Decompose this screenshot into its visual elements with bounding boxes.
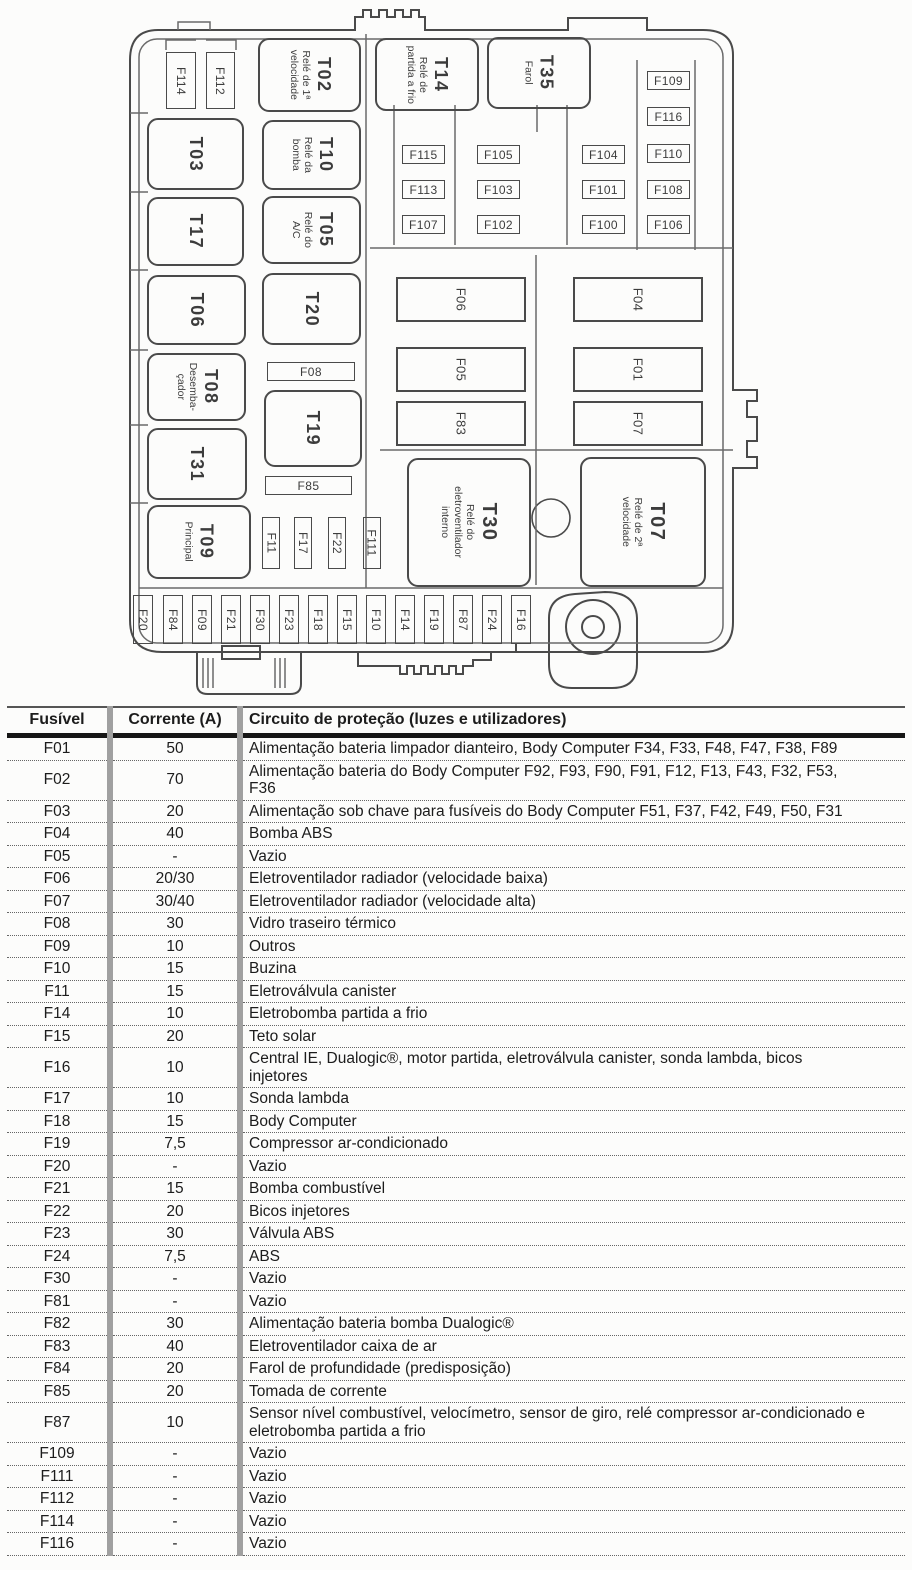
relay-T03: T03	[147, 118, 244, 190]
fuse-id-cell: F07	[7, 890, 110, 913]
relay-T07: T07 Relé de 2ª velocidade	[580, 457, 706, 587]
fuse-circuit-cell: Vazio	[249, 1157, 287, 1175]
table-row	[7, 1533, 905, 1556]
fuse-current-cell: 7,5	[110, 1245, 240, 1268]
fuse-id-cell: F10	[7, 958, 110, 981]
fuse-circuit-cell: Eletroventilador radiador (velocidade alta)	[249, 892, 536, 910]
table-row	[7, 1465, 905, 1488]
table-row	[7, 1313, 905, 1336]
fuse-F04: F04	[573, 277, 703, 322]
fuse-current-cell: 15	[110, 1178, 240, 1201]
fuse-F23: F23	[279, 595, 299, 644]
fuse-circuit-cell: Body Computer	[249, 1112, 357, 1130]
table-row	[7, 1290, 905, 1313]
fuse-id-cell: F22	[7, 1200, 110, 1223]
fuse-circuit-cell: Alimentação bateria do Body Computer F92, F93, F90, F91, F12, F13, F43, F32, F53, F36	[249, 762, 838, 797]
table-row	[7, 958, 905, 981]
fuse-F102: F102	[477, 215, 520, 234]
table-row	[7, 1510, 905, 1533]
col-header-corrente: Corrente (A)	[110, 707, 240, 736]
fuse-circuit-cell: Vazio	[249, 1270, 287, 1287]
fuse-id-cell: F16	[7, 1048, 110, 1088]
fuse-id-cell: F19	[7, 1133, 110, 1156]
fuse-F109: F109	[647, 71, 690, 90]
fuse-circuit-cell: Eletroventilador radiador (velocidade baixa)	[249, 870, 548, 887]
table-row	[7, 1268, 905, 1291]
table-row	[7, 760, 905, 800]
fusebox-diagram	[0, 0, 912, 702]
fuse-id-cell: F84	[7, 1358, 110, 1381]
fuse-circuit-cell: Vazio	[249, 1467, 287, 1485]
fuse-circuit-cell: Eletrobomba partida a frio	[249, 1005, 428, 1022]
fuse-current-cell: 10	[110, 1088, 240, 1111]
table-row	[7, 1048, 905, 1088]
fuse-current-cell: -	[110, 1510, 240, 1533]
fuse-F07: F07	[573, 401, 703, 446]
relay-T30: T30 Relé do eletroventilador interno	[407, 458, 531, 587]
fuse-current-cell: -	[110, 1290, 240, 1313]
fuse-current-cell: 30	[110, 1313, 240, 1336]
fuse-current-cell: 20	[110, 800, 240, 823]
fuse-id-cell: F85	[7, 1380, 110, 1403]
fuse-circuit-cell: Vazio	[249, 1512, 287, 1530]
fuse-F11: F11	[262, 517, 280, 569]
fuse-F18: F18	[308, 595, 328, 644]
fuse-circuit-cell: Tomada de corrente	[249, 1382, 387, 1400]
table-row	[7, 1110, 905, 1133]
fuse-circuit-cell: Bomba ABS	[249, 825, 333, 842]
fuse-circuit-cell: ABS	[249, 1247, 281, 1265]
fuse-F116: F116	[647, 107, 690, 126]
relay-T08: T08 Desemba-çador	[147, 353, 246, 421]
fuse-circuit-cell: Central IE, Dualogic®, motor partida, eletroválvula canister, sonda lambda, bicos injetores	[249, 1050, 803, 1085]
fuse-circuit-cell: Sensor nível combustível, velocímetro, sensor de giro, relé compressor ar-condicionado e eletrobomba partida a frio	[249, 1405, 865, 1440]
fuse-F87: F87	[453, 595, 473, 644]
table-row	[7, 1403, 905, 1443]
fuse-F17: F17	[294, 517, 312, 569]
table-row	[7, 1025, 905, 1048]
fuse-id-cell: F114	[7, 1510, 110, 1533]
fuse-F111: F111	[363, 517, 381, 569]
fuse-F115: F115	[402, 145, 445, 164]
fuse-circuit-cell: Teto solar	[249, 1027, 317, 1045]
fuse-F21: F21	[221, 595, 241, 644]
fuse-current-cell: -	[110, 845, 240, 868]
fuse-id-cell: F14	[7, 1003, 110, 1026]
fuse-F112: F112	[206, 52, 235, 109]
table-row	[7, 1178, 905, 1201]
fuse-F16: F16	[511, 595, 531, 644]
relay-T10: T10 Relé da bomba	[262, 120, 361, 190]
fuse-id-cell: F15	[7, 1025, 110, 1048]
fuse-F110: F110	[647, 144, 690, 163]
fuse-F22: F22	[328, 517, 346, 569]
fuse-id-cell: F02	[7, 760, 110, 800]
relay-T05: T05 Relé do A/C	[262, 196, 361, 264]
relay-T02: T02 Relé de 1ª velocidade	[258, 38, 361, 112]
fuse-F106: F106	[647, 215, 690, 234]
fuse-id-cell: F23	[7, 1223, 110, 1246]
fuse-id-cell: F109	[7, 1443, 110, 1466]
relay-T06: T06	[147, 275, 246, 345]
fuse-F83: F83	[396, 401, 526, 446]
table-row	[7, 913, 905, 936]
relay-T17: T17	[147, 197, 244, 266]
fuse-current-cell: 10	[110, 1003, 240, 1026]
fuse-current-cell: 20	[110, 1200, 240, 1223]
fuse-F104: F104	[582, 145, 625, 164]
fuse-F24: F24	[482, 595, 502, 644]
fuse-F114: F114	[166, 52, 196, 109]
fuse-F85: F85	[265, 476, 352, 495]
fuse-circuit-cell: Bicos injetores	[249, 1202, 350, 1220]
fuse-F113: F113	[402, 180, 445, 199]
table-row	[7, 1088, 905, 1111]
fuse-id-cell: F116	[7, 1533, 110, 1556]
fuse-F30: F30	[250, 595, 270, 644]
fuse-id-cell: F87	[7, 1403, 110, 1443]
table-header-row	[7, 707, 905, 736]
fuse-current-cell: -	[110, 1533, 240, 1556]
fuse-current-cell: 20/30	[110, 868, 240, 891]
fuse-circuit-cell: Bomba combustível	[249, 1180, 386, 1197]
fuse-id-cell: F82	[7, 1313, 110, 1336]
fuse-current-cell: 40	[110, 1335, 240, 1358]
table-row	[7, 1133, 905, 1156]
fuse-current-cell: 70	[110, 760, 240, 800]
fuse-id-cell: F20	[7, 1155, 110, 1178]
relay-T31: T31	[147, 428, 247, 500]
fuse-id-cell: F81	[7, 1290, 110, 1313]
fuse-id-cell: F01	[7, 736, 110, 761]
relay-T14: T14 Relé de partida a frio	[375, 38, 479, 111]
relay-T35: T35 Farol	[487, 37, 591, 109]
fuse-F01: F01	[573, 347, 703, 392]
fuse-F05: F05	[396, 347, 526, 392]
fuse-id-cell: F111	[7, 1465, 110, 1488]
fuse-F101: F101	[582, 180, 625, 199]
table-row	[7, 736, 905, 761]
fuse-current-cell: 30	[110, 1223, 240, 1246]
col-header-circuito: Circuito de proteção (luzes e utilizadores)	[249, 711, 567, 728]
fuse-current-cell: 20	[110, 1380, 240, 1403]
fuse-current-cell: 30	[110, 913, 240, 936]
fuse-F14: F14	[395, 595, 415, 644]
fuse-circuit-cell: Válvula ABS	[249, 1225, 335, 1242]
fuse-F09: F09	[192, 595, 212, 644]
fuse-id-cell: F09	[7, 935, 110, 958]
fuse-current-cell: 10	[110, 1403, 240, 1443]
table-row	[7, 1488, 905, 1511]
fuse-circuit-cell: Sonda lambda	[249, 1090, 349, 1107]
fuse-id-cell: F18	[7, 1110, 110, 1133]
fuse-table	[7, 706, 905, 1556]
table-row	[7, 1003, 905, 1026]
fuse-current-cell: -	[110, 1443, 240, 1466]
fuse-circuit-cell: Alimentação sob chave para fusíveis do Body Computer F51, F37, F42, F49, F50, F31	[249, 802, 843, 820]
fuse-circuit-cell: Outros	[249, 937, 296, 955]
fuse-F06: F06	[396, 277, 526, 322]
fuse-current-cell: 10	[110, 935, 240, 958]
fuse-current-cell: 40	[110, 823, 240, 846]
fuse-id-cell: F05	[7, 845, 110, 868]
fuse-circuit-cell: Vazio	[249, 1292, 287, 1310]
fuse-F20: F20	[133, 595, 153, 644]
fuse-circuit-cell: Farol de profundidade (predisposição)	[249, 1360, 511, 1377]
fuse-id-cell: F21	[7, 1178, 110, 1201]
table-row	[7, 1358, 905, 1381]
fuse-id-cell: F112	[7, 1488, 110, 1511]
fuse-id-cell: F83	[7, 1335, 110, 1358]
fuse-current-cell: 50	[110, 736, 240, 761]
fuse-circuit-cell: Buzina	[249, 960, 297, 977]
table-row	[7, 1380, 905, 1403]
fuse-current-cell: 15	[110, 980, 240, 1003]
fuse-F19: F19	[424, 595, 444, 644]
table-row	[7, 845, 905, 868]
fuse-F10: F10	[366, 595, 386, 644]
fuse-circuit-cell: Vazio	[249, 1535, 287, 1552]
table-row	[7, 1443, 905, 1466]
table-row	[7, 980, 905, 1003]
fuse-current-cell: 30/40	[110, 890, 240, 913]
col-header-fusivel: Fusível	[7, 707, 110, 736]
fuse-circuit-cell: Vazio	[249, 1490, 287, 1507]
relay-T19: T19	[264, 390, 362, 467]
table-row	[7, 1155, 905, 1178]
table-row	[7, 1223, 905, 1246]
table-row	[7, 823, 905, 846]
fuse-id-cell: F30	[7, 1268, 110, 1291]
fuse-current-cell: -	[110, 1488, 240, 1511]
fuse-id-cell: F08	[7, 913, 110, 936]
fuse-circuit-cell: Eletroventilador caixa de ar	[249, 1337, 437, 1355]
fuse-current-cell: -	[110, 1465, 240, 1488]
relay-T20: T20	[262, 273, 361, 345]
fuse-circuit-cell: Alimentação bateria limpador dianteiro, Body Computer F34, F33, F48, F47, F38, F89	[249, 740, 838, 757]
fuse-circuit-cell: Alimentação bateria bomba Dualogic®	[249, 1315, 514, 1332]
fuse-current-cell: 20	[110, 1025, 240, 1048]
relay-T09: T09 Principal	[147, 505, 251, 579]
table-row	[7, 1335, 905, 1358]
fuse-current-cell: -	[110, 1268, 240, 1291]
fuse-F84: F84	[163, 595, 183, 644]
table-row	[7, 1200, 905, 1223]
fuse-id-cell: F24	[7, 1245, 110, 1268]
fuse-circuit-cell: Vazio	[249, 1445, 287, 1462]
fuse-F15: F15	[337, 595, 357, 644]
table-row	[7, 1245, 905, 1268]
fuse-circuit-cell: Eletroválvula canister	[249, 982, 397, 1000]
table-row	[7, 868, 905, 891]
fuse-F103: F103	[477, 180, 520, 199]
fuse-table-body	[7, 736, 905, 1556]
fuse-current-cell: 10	[110, 1048, 240, 1088]
fuse-circuit-cell: Vidro traseiro térmico	[249, 915, 397, 932]
fuse-id-cell: F03	[7, 800, 110, 823]
fuse-current-cell: 7,5	[110, 1133, 240, 1156]
fuse-id-cell: F06	[7, 868, 110, 891]
fuse-id-cell: F17	[7, 1088, 110, 1111]
fuse-current-cell: 15	[110, 958, 240, 981]
fuse-F105: F105	[477, 145, 520, 164]
fuse-F100: F100	[582, 215, 625, 234]
fuse-circuit-cell: Compressor ar-condicionado	[249, 1135, 449, 1152]
fuse-id-cell: F04	[7, 823, 110, 846]
fuse-current-cell: 15	[110, 1110, 240, 1133]
fuse-F108: F108	[647, 180, 690, 199]
fuse-id-cell: F11	[7, 980, 110, 1003]
fuse-current-cell: 20	[110, 1358, 240, 1381]
fuse-F107: F107	[402, 215, 445, 234]
fuse-current-cell: -	[110, 1155, 240, 1178]
fuse-F08: F08	[267, 362, 355, 381]
table-row	[7, 890, 905, 913]
fuse-circuit-cell: Vazio	[249, 847, 287, 865]
table-row	[7, 935, 905, 958]
table-row	[7, 800, 905, 823]
